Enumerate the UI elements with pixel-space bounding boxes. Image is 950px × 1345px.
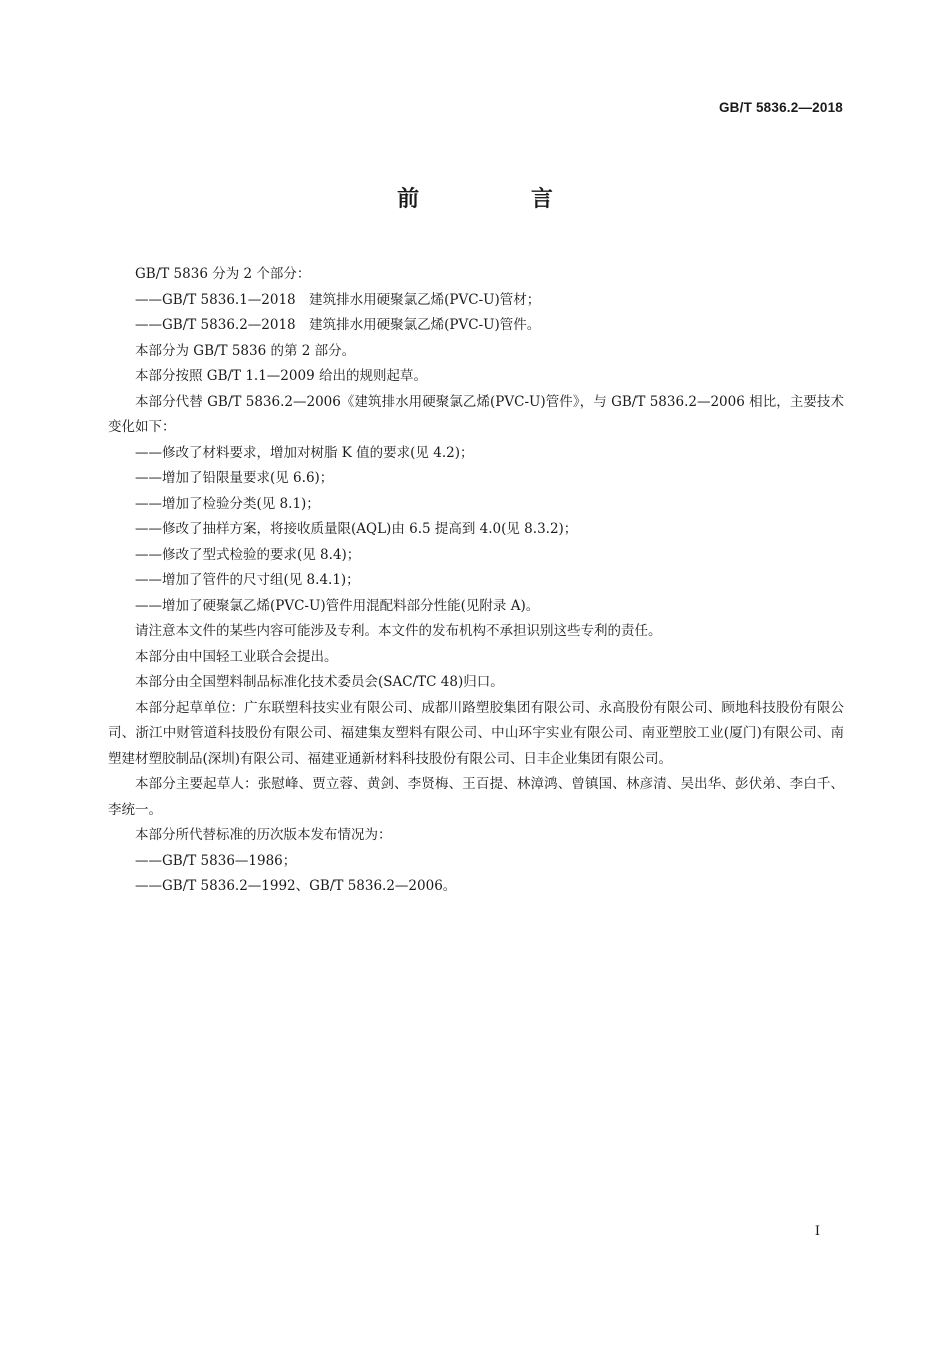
list-item: ——增加了检验分类(见 8.1)；	[135, 495, 320, 512]
paragraph: 本部分所代替标准的历次版本发布情况为：	[135, 827, 392, 843]
list-item: ——修改了材料要求，增加对树脂 K 值的要求(见 4.2)；	[135, 444, 474, 461]
foreword-body	[108, 262, 844, 900]
list-item: ——修改了型式检验的要求(见 8.4)；	[135, 546, 361, 563]
paragraph: 本部分为 GB/T 5836 的第 2 部分。	[135, 342, 356, 359]
list-item: ——GB/T 5836.2—2018 建筑排水用硬聚氯乙烯(PVC-U)管件。	[135, 317, 541, 333]
list-item: ——修改了抽样方案，将接收质量限(AQL)由 6.5 提高到 4.0(见 8.3.2)；	[135, 521, 578, 537]
page-number: I	[814, 1224, 820, 1239]
paragraph: 本部分由中国轻工业联合会提出。	[135, 648, 338, 665]
list-item: ——GB/T 5836.1—2018 建筑排水用硬聚氯乙烯(PVC-U)管材；	[135, 291, 541, 308]
paragraph: 本部分按照 GB/T 1.1—2009 给出的规则起草。	[135, 368, 427, 384]
paragraph: 本部分主要起草人：张慰峰、贾立蓉、黄剑、李贤梅、王百提、林漳鸿、曾镇国、林彦清、吴出华、彭伏弟、李白千、李统一。	[108, 776, 844, 818]
list-item: ——增加了管件的尺寸组(见 8.4.1)；	[135, 572, 360, 588]
list-item: ——增加了硬聚氯乙烯(PVC-U)管件用混配料部分性能(见附录 A)。	[135, 597, 540, 614]
list-item: ——GB/T 5836—1986；	[135, 852, 297, 869]
paragraph: 本部分由全国塑料制品标准化技术委员会(SAC/TC 48)归口。	[135, 674, 504, 690]
page-title: 前 言	[397, 187, 605, 212]
paragraph: 本部分代替 GB/T 5836.2—2006《建筑排水用硬聚氯乙烯(PVC-U)管件》，与 GB/T 5836.2—2006 相比，主要技术变化如下：	[108, 393, 844, 435]
paragraph: GB/T 5836 分为 2 个部分：	[135, 266, 311, 282]
paragraph: 请注意本文件的某些内容可能涉及专利。本文件的发布机构不承担识别这些专利的责任。	[135, 623, 662, 639]
paragraph: 本部分起草单位：广东联塑科技实业有限公司、成都川路塑胶集团有限公司、永高股份有限公司、顾地科技股份有限公司、浙江中财管道科技股份有限公司、福建集友塑料有限公司、中山环宇实业有限公司、南亚塑胶工业(厦门)有限公司、南塑建材塑胶制品(深圳)有限公司、福建亚通新材料科技股份有限公司、日丰企业集团有限公司。	[108, 699, 844, 767]
list-item: ——增加了铅限量要求(见 6.6)；	[135, 470, 334, 486]
standard-code: GB/T 5836.2—2018	[718, 100, 843, 115]
list-item: ——GB/T 5836.2—1992、GB/T 5836.2—2006。	[135, 878, 457, 894]
